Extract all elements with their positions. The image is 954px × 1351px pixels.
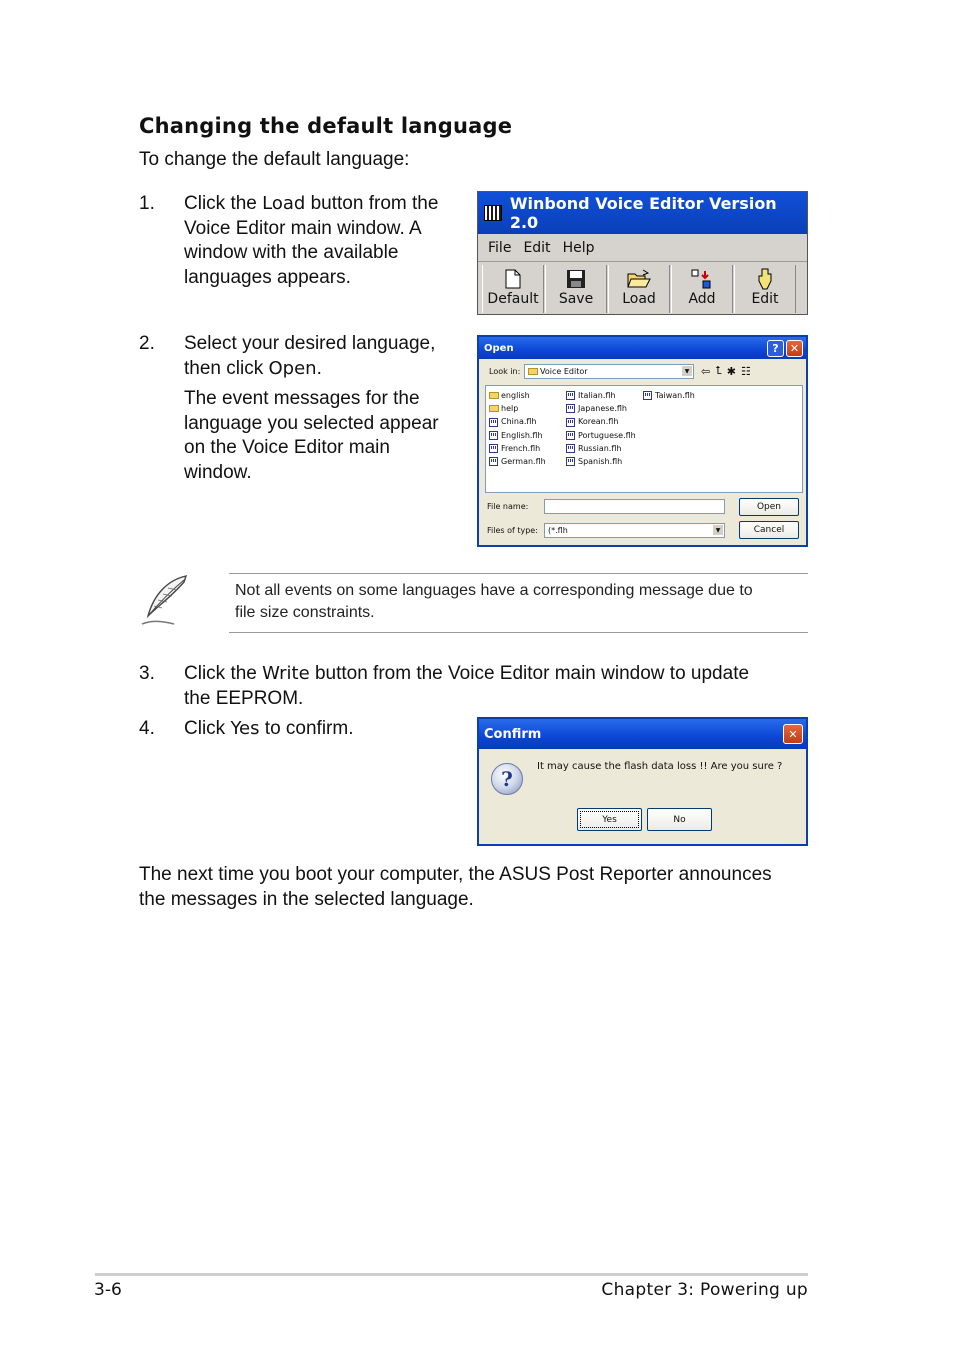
file-name-input[interactable] — [544, 499, 725, 514]
step-number: 4. — [139, 718, 155, 739]
question-icon: ? — [491, 763, 523, 795]
open-dialog — [477, 335, 808, 547]
file-icon — [489, 418, 498, 427]
open-button[interactable]: Open — [739, 498, 799, 516]
step-1-text: Click the Load button from the Voice Editor main window. A window with the available languages appears. — [184, 193, 439, 288]
toolbar — [478, 262, 807, 312]
default-button[interactable]: Default — [482, 265, 544, 313]
file-name-label: File name: — [487, 502, 529, 511]
section-heading: Changing the default language — [139, 114, 513, 138]
file-icon — [643, 391, 652, 400]
open-folder-icon — [627, 267, 651, 291]
chevron-down-icon: ▼ — [713, 525, 723, 535]
chapter-title: Chapter 3: Powering up — [601, 1280, 808, 1300]
chevron-down-icon: ▼ — [682, 366, 692, 376]
list-item[interactable]: Russian.flh — [566, 442, 636, 455]
add-button[interactable]: Add — [671, 265, 733, 313]
step-2-text: Select your desired language, then click Open. The event messages for the language you selected appear on the Voice Editor main window. — [184, 333, 439, 483]
app-icon — [484, 205, 502, 221]
note-top-rule — [229, 573, 808, 574]
file-icon — [566, 444, 575, 453]
menu-help[interactable]: Help — [562, 239, 595, 256]
list-item[interactable]: German.flh — [489, 455, 546, 468]
list-item[interactable]: Spanish.flh — [566, 455, 636, 468]
list-item[interactable]: Japanese.flh — [566, 402, 636, 415]
files-of-type-select[interactable]: (*.flh ▼ — [544, 523, 725, 538]
footer-rule — [95, 1273, 808, 1276]
folder-icon — [489, 405, 499, 412]
keyword-write: Write — [262, 663, 310, 684]
list-item[interactable]: English.flh — [489, 429, 546, 442]
yes-button[interactable]: Yes — [577, 808, 642, 831]
confirm-dialog — [477, 717, 808, 846]
step-number: 1. — [139, 193, 155, 214]
file-list — [485, 385, 803, 493]
back-icon[interactable]: ⇦ — [701, 366, 711, 378]
open-dialog-titlebar — [479, 337, 806, 359]
file-icon — [566, 404, 575, 413]
up-folder-icon[interactable]: ⮤ — [715, 365, 722, 377]
menu-bar — [478, 234, 807, 262]
folder-icon — [489, 392, 499, 399]
voice-editor-titlebar — [478, 192, 807, 234]
file-column-2 — [566, 389, 636, 468]
close-icon[interactable]: ✕ — [783, 724, 803, 744]
no-button[interactable]: No — [647, 808, 712, 831]
list-item[interactable]: help — [489, 402, 546, 415]
closing-text: The next time you boot your computer, the ASUS Post Reporter announces the messages in the selected language. — [139, 864, 772, 910]
hand-pointer-icon — [756, 267, 774, 291]
keyword-open: Open — [268, 357, 317, 379]
file-column-1 — [489, 389, 546, 468]
new-document-icon — [504, 267, 522, 291]
note-quill-icon — [138, 572, 194, 628]
file-icon — [489, 457, 498, 466]
note-bottom-rule — [229, 632, 808, 633]
file-icon — [566, 418, 575, 427]
step-number: 2. — [139, 333, 155, 354]
list-item[interactable]: english — [489, 389, 546, 402]
list-item[interactable]: Korean.flh — [566, 415, 636, 428]
keyword-yes: Yes — [230, 718, 260, 739]
confirm-titlebar — [479, 719, 806, 749]
folder-icon — [528, 368, 538, 375]
files-of-type-label: Files of type: — [487, 526, 538, 535]
look-in-label: Look in: — [489, 367, 521, 376]
intro-text: To change the default language: — [139, 149, 410, 170]
step-number: 3. — [139, 663, 155, 684]
file-icon — [489, 431, 498, 440]
menu-file[interactable]: File — [488, 239, 512, 256]
list-item[interactable]: Italian.flh — [566, 389, 636, 402]
help-icon[interactable]: ? — [767, 340, 784, 357]
edit-button[interactable]: Edit — [734, 265, 796, 313]
voice-editor-window — [477, 191, 808, 315]
new-folder-icon[interactable]: ✱ — [726, 366, 736, 378]
cancel-button[interactable]: Cancel — [739, 521, 799, 539]
close-icon[interactable]: ✕ — [786, 340, 803, 357]
dialog-title: Confirm — [484, 726, 542, 742]
add-icon — [691, 267, 713, 291]
file-column-3 — [643, 389, 695, 402]
step-3-text: Click the Write button from the Voice Editor main window to update the EEPROM. — [184, 663, 750, 709]
page-number: 3-6 — [94, 1280, 122, 1300]
dialog-title: Open — [484, 342, 514, 354]
save-button[interactable]: Save — [545, 265, 607, 313]
file-icon — [566, 457, 575, 466]
list-item[interactable]: China.flh — [489, 415, 546, 428]
load-button[interactable]: Load — [608, 265, 670, 313]
file-icon — [566, 391, 575, 400]
list-item[interactable]: French.flh — [489, 442, 546, 455]
confirm-message: It may cause the flash data loss !! Are you sure ? — [537, 761, 783, 772]
floppy-disk-icon — [566, 267, 586, 291]
file-icon — [566, 431, 575, 440]
step-4-text: Click Yes to confirm. — [184, 718, 354, 739]
look-in-select[interactable]: Voice Editor ▼ — [524, 364, 694, 379]
nav-toolbar — [701, 365, 751, 378]
list-item[interactable]: Taiwan.flh — [643, 389, 695, 402]
menu-edit[interactable]: Edit — [523, 239, 551, 256]
view-menu-icon[interactable]: ☷ — [740, 366, 751, 378]
list-item[interactable]: Portuguese.flh — [566, 429, 636, 442]
window-title: Winbond Voice Editor Version 2.0 — [509, 194, 777, 232]
keyword-load: Load — [262, 193, 306, 214]
file-icon — [489, 444, 498, 453]
note-text: Not all events on some languages have a corresponding message due to file size constraints. — [235, 582, 753, 621]
